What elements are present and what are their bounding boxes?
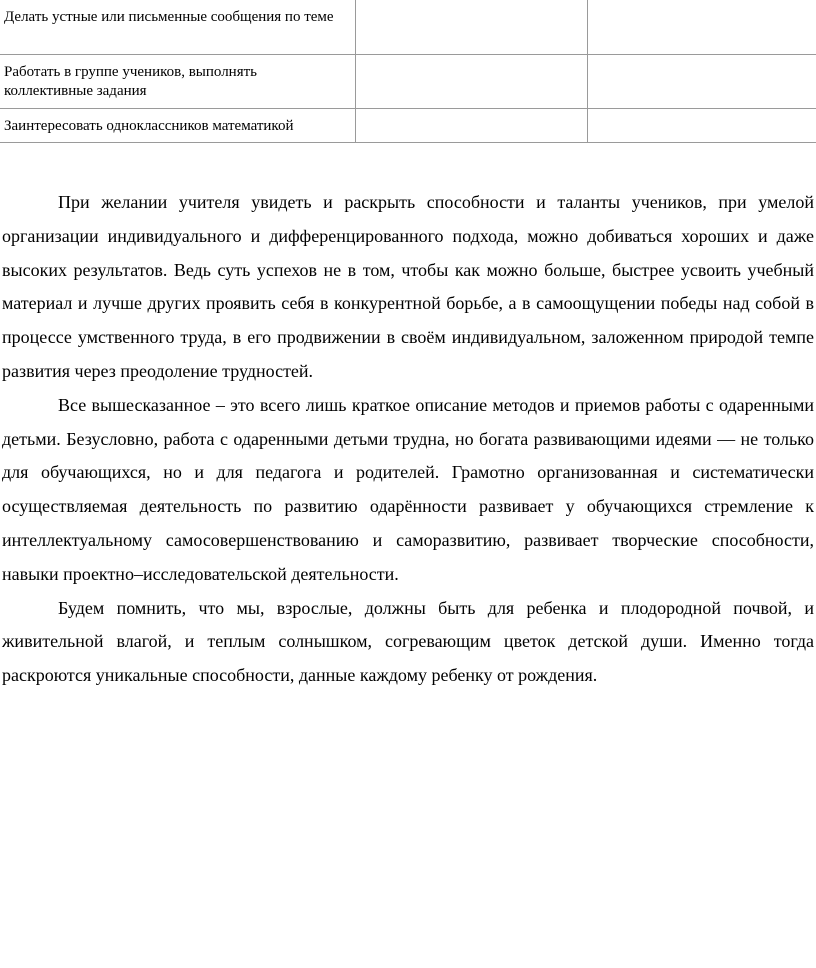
- table-cell-empty: [587, 108, 816, 142]
- table-cell-empty: [355, 54, 587, 108]
- paragraph: При желании учителя увидеть и раскрыть способности и таланты учеников, при умелой организации индивидуального и дифференцированного подхода, можно добиваться хороших и даже высоких результатов. Ведь суть успехов не в том, чтобы как можно больше, быстрее усвоить учебный материал и лучше других проявить себя в конкурентной борьбе, а в самоощущении победы над собой в процессе умственного труда, в его продвижении в своём индивидуальном, заложенном природой темпе развития через преодоление трудностей.: [2, 192, 814, 381]
- table-cell-empty: [355, 108, 587, 142]
- table-cell-label: Заинтересовать одноклассников математикой: [0, 108, 355, 142]
- table-cell-empty: [587, 54, 816, 108]
- criteria-table: [0, 0, 816, 143]
- paragraph: Все вышесказанное – это всего лишь краткое описание методов и приемов работы с одаренными детьми. Безусловно, работа с одаренными детьми трудна, но богата развивающими идеями — не только для обучающихся, но и для педагога и родителей. Грамотно организованная и систематически осуществляемая деятельность по развитию одарённости развивает у обучающихся стремление к интеллектуальному самосовершенствованию и саморазвитию, развивает творческие способности, навыки проектно–исследовательской деятельности.: [2, 394, 814, 584]
- table-row: [0, 108, 816, 142]
- table-row: [0, 0, 816, 54]
- table-cell-label: Делать устные или письменные сообщения по теме: [0, 0, 355, 54]
- table-cell-label: Работать в группе учеников, выполнять коллективные задания: [0, 54, 355, 108]
- table-cell-empty: [355, 0, 587, 54]
- body-text: [2, 186, 814, 693]
- paragraph: Будем помнить, что мы, взрослые, должны быть для ребенка и плодородной почвой, и живительной влагой, и теплым солнышком, согревающим цветок детской души. Именно тогда раскроются уникальные способности, данные каждому ребенку от рождения.: [2, 597, 814, 686]
- table-row: [0, 54, 816, 108]
- table-cell-empty: [587, 0, 816, 54]
